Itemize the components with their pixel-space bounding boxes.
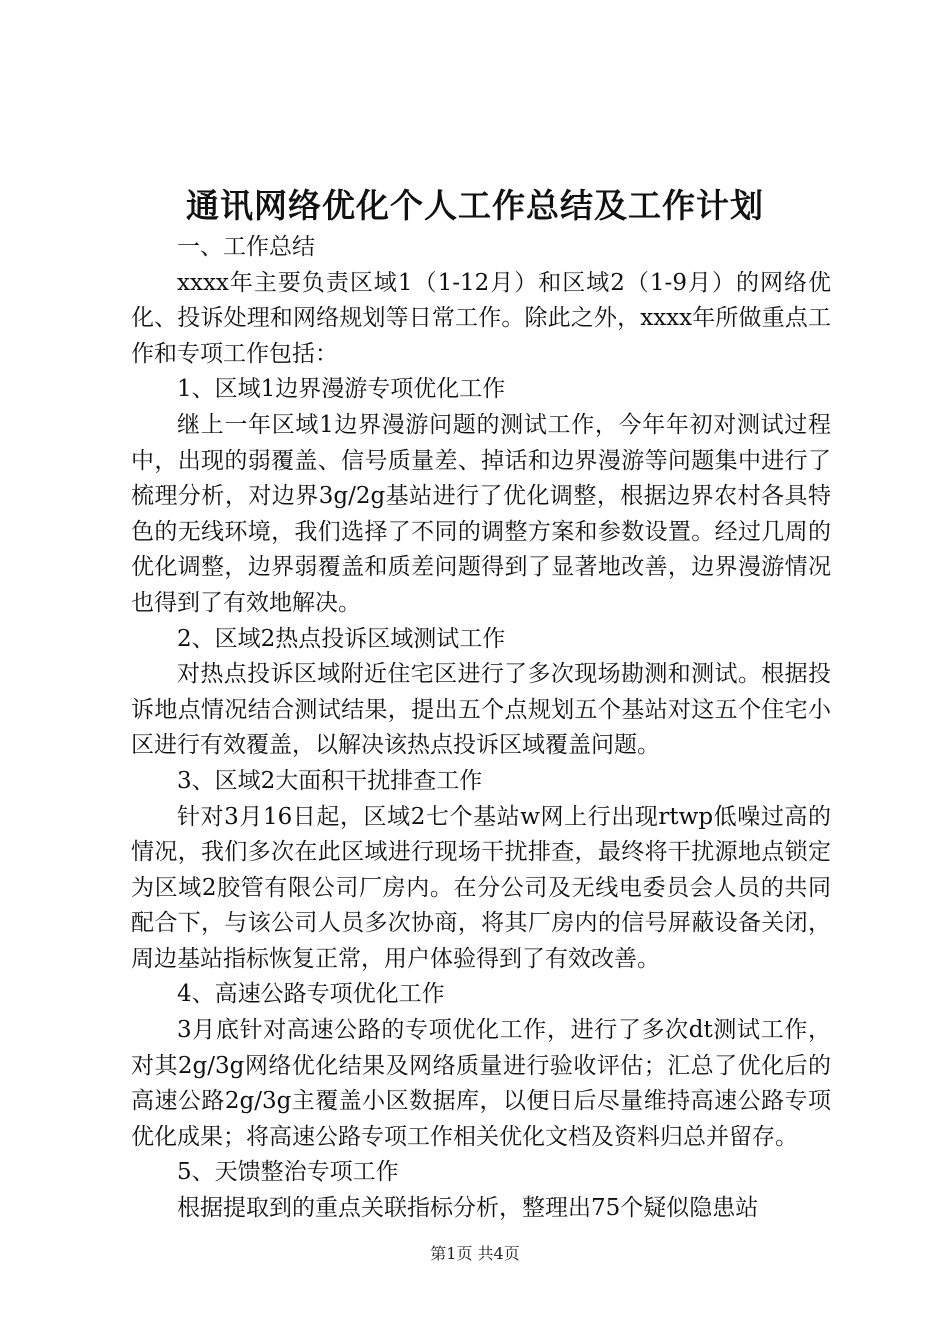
body-paragraph: xxxx年主要负责区域1（1-12月）和区域2（1-9月）的网络优化、投诉处理和网络规划等日常工作。除此之外，xxxx年所做重点工作和专项工作包括：: [131, 269, 831, 367]
body-paragraph: 对热点投诉区域附近住宅区进行了多次现场勘测和测试。根据投诉地点情况结合测试结果，提出五个点规划五个基站对这五个住宅小区进行有效覆盖，以解决该热点投诉区域覆盖问题。: [131, 661, 831, 759]
body-paragraph: 根据提取到的重点关联指标分析，整理出75个疑似隐患站: [177, 1195, 759, 1222]
body-paragraph: 针对3月16日起，区域2七个基站w网上行出现rtwp低噪过高的情况，我们多次在此区域进行现场干扰排查，最终将干扰源地点锁定为区域2胶管有限公司厂房内。在分公司及无线电委员会人员的共同配合下，与该公司人员多次协商，将其厂房内的信号屏蔽设备关闭，周边基站指标恢复正常，用户体验得到了有效改善。: [131, 803, 831, 972]
page-footer: 第1页 共4页: [430, 1244, 520, 1263]
subsection-heading: 3、区域2大面积干扰排查工作: [177, 767, 483, 794]
section-heading: 一、工作总结: [177, 234, 315, 260]
subsection-heading: 1、区域1边界漫游专项优化工作: [177, 376, 506, 403]
body-paragraph: 继上一年区域1边界漫游问题的测试工作，今年年初对测试过程中，出现的弱覆盖、信号质量差、掉话和边界漫游等问题集中进行了梳理分析，对边界3g/2g基站进行了优化调整，根据边界农村各具特色的无线环境，我们选择了不同的调整方案和参数设置。经过几周的优化调整，边界弱覆盖和质差问题得到了显著地改善，边界漫游情况也得到了有效地解决。: [131, 411, 831, 616]
body-paragraph: 3月底针对高速公路的专项优化工作，进行了多次dt测试工作，对其2g/3g网络优化结果及网络质量进行验收评估；汇总了优化后的高速公路2g/3g主覆盖小区数据库，以便日后尽量维持高速公路专项优化成果；将高速公路专项工作相关优化文档及资料归总并留存。: [131, 1017, 831, 1150]
document-title: 通讯网络优化个人工作总结及工作计划: [186, 186, 764, 225]
subsection-heading: 4、高速公路专项优化工作: [177, 981, 445, 1008]
subsection-heading: 5、天馈整治专项工作: [177, 1159, 399, 1186]
document-body: [131, 230, 831, 1227]
subsection-heading: 2、区域2热点投诉区域测试工作: [177, 625, 506, 652]
